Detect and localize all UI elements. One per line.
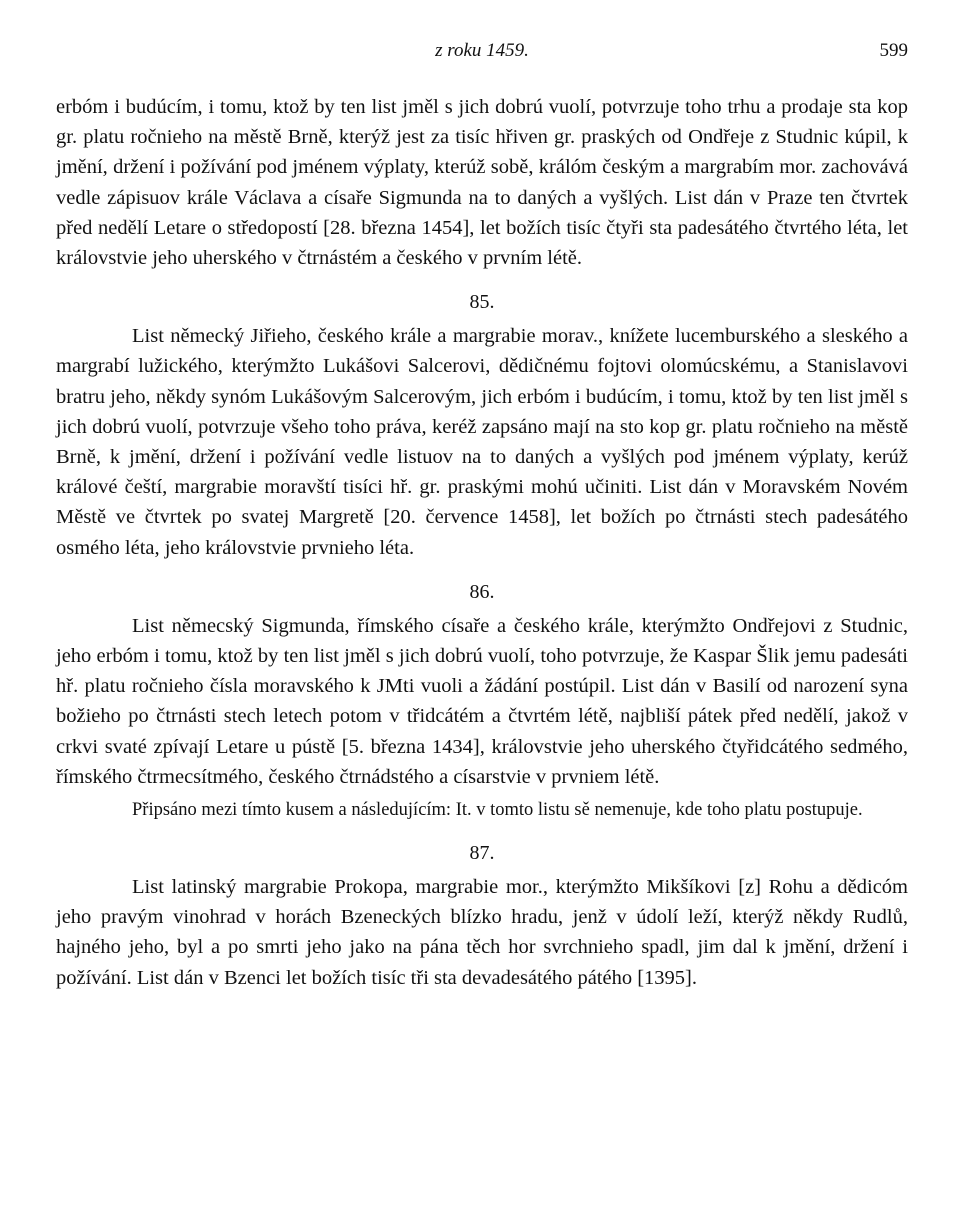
entry-number: 85.: [469, 291, 495, 314]
page-number: 599: [879, 40, 908, 61]
entry-text: List německý Jiřieho, českého krále a margrabie morav., knížete lucemburského a sleského a margrabí lužického, kterýmžto Lukášovi Salcerovi, dědičnému fojtovi olomúcskému, a Stanislavovi bratru jeho, někdy synóm Lukášovým Salcerovým, jich erbóm i budúcím, i tomu, ktož by ten list jměl s jich dobrú vuolí, potvrzuje všeho toho práva, keréž zapsáno mají na sto kop gr. platu ročnieho na městě Brně, k jmění, držení i požívání vedle listuov na to daných a vyšlých pod jménem výplaty, kerúž králové čeští, margrabie moravští tisíci hř. gr. praskými mohú učiniti. List dán v Moravském Novém Městě ve čtvrtek po svatej Margretě [20. července 1458], let božích po čtrnásti stech padesátého osmého léta, jeho královstvie prvnieho léta.: [56, 325, 908, 559]
entry-number: 87.: [469, 842, 495, 865]
running-header: [56, 40, 908, 70]
continued-paragraph: erbóm i budúcím, i tomu, ktož by ten list jměl s jich dobrú vuolí, potvrzuje toho trhu a prodaje sta kop gr. platu ročnieho na městě Brně, kterýž jest za tisíc hřiven gr. praských od Ondřeje z Studnic kúpil, k jmění, držení i požívání pod jménem výplaty, kterúž sobě, králóm českým a margrabím mor. zachovává vedle zápisuov krále Václava a císaře Sigmunda na to daných a vyšlých. List dán v Praze ten čtvrtek před nedělí Letare o středopostí [28. března 1454], let božích tisíc čtyři sta padesátého čtvrtého léta, let královstvie jeho uherského v čtrnástém a českého v prvním létě.: [56, 96, 908, 270]
entry-85: [56, 287, 908, 563]
document-page: [56, 40, 908, 993]
entry-86: [56, 577, 908, 824]
entry-text: List latinský margrabie Prokopa, margrabie mor., kterýmžto Mikšíkovi [z] Rohu a dědicóm jeho pravým vinohrad v horách Bzeneckých blízko hradu, jenž v údolí leží, kterýž někdy Rudlů, hajného jeho, byl a po smrti jeho jako na pána těch hor svrchnieho spadl, jim dal k jmění, držení i požívání. List dán v Bzenci let božích tisíc tři sta devadesátého pátého [1395].: [56, 876, 908, 989]
entry-note: Připsáno mezi tímto kusem a následujícím: It. v tomto listu sě nemenuje, kde toho platu postupuje.: [132, 800, 863, 821]
entry-text: List němecský Sigmunda, římského císaře a českého krále, kterýmžto Ondřejovi z Studnic, jeho erbóm i tomu, ktož by ten list jměl s jich dobrú vuolí, toho potvrzuje, že Kaspar Šlik jemu padesáti hř. platu ročnieho čísla moravského k JMti vuoli a žádání postúpil. List dán v Basilí od narození syna božieho po čtrnásti stech letech potom v třidcátém a čtvrtém létě, najbliší pátek před nedělí, jakož v crkvi svaté zpívají Letare u pústě [5. března 1434], královstvie jeho uherského čtyřidcátého sedmého, římského čtrmecsítmého, českého čtrnádstého a císarstvie v prvniem létě.: [56, 614, 908, 788]
entry-number: 86.: [469, 580, 495, 603]
entry-87: [56, 838, 908, 993]
running-title: z roku 1459.: [435, 40, 529, 61]
